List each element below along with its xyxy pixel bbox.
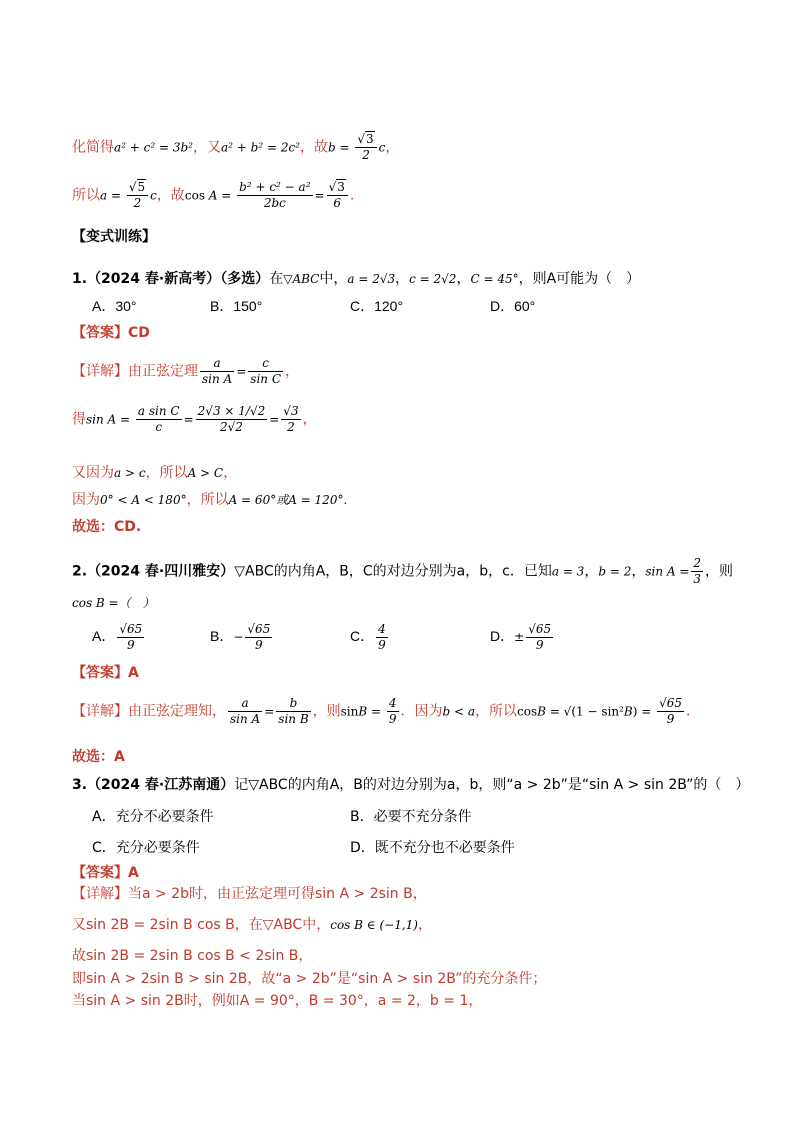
intro-text: 化简得 <box>72 139 114 156</box>
q2-stem-line-2: cos B =（ ） <box>72 596 155 610</box>
question-source: （2024 春·江苏南通） <box>87 777 235 793</box>
triangle-symbol: ▽ABC <box>283 272 320 286</box>
intro-line-1 <box>72 132 399 163</box>
q2-answer: 【答案】A <box>72 665 139 681</box>
detail-text: ， <box>417 917 432 933</box>
intro-text: 所以 <box>72 187 100 204</box>
equation: A = 60°或A = 120°. <box>228 493 348 507</box>
q1-detail-4 <box>72 489 347 509</box>
intro-text: . <box>349 187 355 204</box>
q1-option-c: C．120° <box>350 298 404 314</box>
stem-text: ， <box>395 271 410 287</box>
stem-text: 记▽ABC的内角A，B的对边分别为a，b，则“a > 2b”是“sin A > sin 2B”的（ ） <box>234 777 750 793</box>
detail-text: ，所以 <box>475 703 518 720</box>
q1-detail-2: 得sin A = $\frac{\text{a sin C}}{c}$ = $\frac{2√3 \times 1/√2}{2√2}$ = $\frac{√3}{2}$ ， <box>72 404 317 434</box>
stem-text: ▽ABC的内角A，B，C的对边分别为a，b，c．已知 <box>234 563 552 580</box>
fraction-sqrt3-over-2: $\frac{√3}{2}$ <box>355 132 376 163</box>
detail-text: 因为 <box>72 492 100 508</box>
detail-tag: 【详解】 <box>72 703 128 720</box>
equation: cos B ∈ (−1,1) <box>330 918 418 932</box>
intro-text: ， <box>385 139 400 156</box>
detail-tag: 【详解】 <box>72 363 128 380</box>
equation: a = <box>100 188 125 203</box>
option-label: D． <box>490 628 515 645</box>
stem-text: ，则 <box>705 563 734 580</box>
detail-text: ，所以 <box>145 465 188 481</box>
fraction-2-over-3: $\frac{2}{3}$ <box>693 556 702 586</box>
detail-text: 当a > 2b时，由正弦定理可得sin A > 2sin B， <box>128 886 427 902</box>
q3-stem <box>72 774 749 794</box>
q1-option-a: A．30° <box>92 298 137 314</box>
equation: cos A = <box>184 188 236 203</box>
q3-detail-5: 当sin A > sin 2B时，例如A = 90°，B = 30°，a = 2，b = 1， <box>72 993 483 1009</box>
detail-text: 又sin 2B = 2sin B cos B，在▽ABC中， <box>72 917 331 933</box>
detail-text: 得 <box>72 411 86 428</box>
fraction-asinC-over-c: $\frac{\text{a sin C}}{c}$ <box>137 404 180 434</box>
stem-text: 中， <box>319 271 348 287</box>
fraction-sqrt5-over-2: $\frac{√5}{2}$ <box>127 180 148 211</box>
question-number: 3. <box>72 777 88 793</box>
option-label: A． <box>92 628 116 645</box>
detail-text: 由正弦定理知， <box>128 703 226 720</box>
q2-choose: 故选：A <box>72 749 125 765</box>
question-number: 2. <box>72 563 88 580</box>
q1-answer: 【答案】CD <box>72 325 150 341</box>
q2-stem: 2.（2024 春·四川雅安）▽ABC的内角A，B，C的对边分别为a，b，c．已知a = 3，b = 2，sin A = $\frac{2}{3}$ ，则 <box>72 556 734 586</box>
q1-stem <box>72 268 640 288</box>
intro-text: ，又 <box>193 139 221 156</box>
condition: a = 2√3 <box>347 272 396 286</box>
fraction-sqrt3-over-6: $\frac{√3}{6}$ <box>327 180 348 211</box>
option-label: C． <box>350 628 375 645</box>
stem-text: 在 <box>269 271 284 287</box>
option-label: B． <box>210 628 234 645</box>
equation: a² + b² = 2c² <box>221 140 300 155</box>
fraction-c-over-sinC: $\frac{c}{\text{sin C}}$ <box>250 356 282 386</box>
q3-detail-2 <box>72 914 432 934</box>
detail-tag: 【详解】 <box>72 886 128 902</box>
intro-line-2: 所以a = $\frac{√5}{2}$ c，故cos A = $\frac{\text{b² + c² − a²}}{2bc}$ = $\frac{√3}{6}$ . <box>72 180 355 210</box>
intro-text: ，故 <box>156 187 185 204</box>
q1-option-d: D．60° <box>490 298 536 314</box>
q1-detail-3: 又因为a > c，所以A > C， <box>72 465 238 481</box>
equation: A > C <box>187 466 224 480</box>
q2-option-d: D．± $\frac{√65}{9}$ <box>490 622 552 652</box>
q3-detail-3: 故sin 2B = 2sin B cos B < 2sin B， <box>72 948 313 964</box>
detail-text: 由正弦定理 <box>128 363 198 380</box>
condition: c = 2√2 <box>409 272 457 286</box>
q1-option-b: B．150° <box>210 298 263 314</box>
equation: c <box>378 140 386 155</box>
q2-option-c: C． $\frac{4}{9}$ <box>350 622 386 652</box>
equation: 0° < A < 180° <box>100 493 187 507</box>
equation: a² + c² = 3b² <box>114 140 193 155</box>
q3-detail-4: 即sin A > 2sin B > sin 2B，故“a > 2b”是“sin A > sin 2B”的充分条件； <box>72 971 547 987</box>
detail-text: ．因为 <box>400 703 443 720</box>
q1-choose: 故选：CD. <box>72 519 142 535</box>
equation: c <box>150 188 157 203</box>
q3-option-c: C．充分必要条件 <box>92 840 200 856</box>
question-number: 1. <box>72 271 88 287</box>
stem-text: ， <box>456 271 471 287</box>
detail-text: ，则 <box>312 703 341 720</box>
condition: C = 45° <box>470 272 519 286</box>
q3-option-d: D．既不充分也不必要条件 <box>350 840 515 856</box>
q2-option-b: B．− $\frac{√65}{9}$ <box>210 622 271 652</box>
question-source: （2024 春·四川雅安） <box>87 563 235 580</box>
fraction-substitution: $\frac{2√3 \times 1/√2}{2√2}$ <box>197 404 266 434</box>
q1-detail-1: 【详解】由正弦定理 $\frac{a}{\text{sin A}}$ = $\frac{c}{\text{sin C}}$ ， <box>72 356 300 386</box>
stem-text: ，则A可能为（ ） <box>518 271 641 287</box>
section-title: 【变式训练】 <box>72 229 156 245</box>
q3-option-a: A．充分不必要条件 <box>92 809 214 825</box>
fraction-cosine-law: $\frac{\text{b² + c² − a²}}{2bc}$ <box>239 180 311 210</box>
fraction-sqrt3-over-2: $\frac{√3}{2}$ <box>283 404 299 434</box>
equation: a > c <box>114 466 146 480</box>
condition: b = 2 <box>598 564 632 579</box>
intro-text: ，故 <box>300 139 328 156</box>
condition: a = 3 <box>551 564 585 579</box>
q3-answer: 【答案】A <box>72 865 139 881</box>
q2-detail: 【详解】由正弦定理知， $\frac{a}{\text{sin A}}$ = $\frac{b}{\text{sin B}}$ ，则sinB = $\frac{4}{9}$ ．因为b < a，所以cosB = √(1 − sin²B) = $\frac{√65}{9}$ ． <box>72 696 700 726</box>
q3-option-b: B．必要不充分条件 <box>350 809 472 825</box>
q3-detail-1 <box>72 883 427 903</box>
q2-option-a: A． $\frac{√65}{9}$ <box>92 622 143 652</box>
fraction-a-over-sinA: $\frac{a}{\text{sin A}}$ <box>202 356 233 386</box>
condition: sin A = <box>645 564 690 579</box>
detail-text: 又因为 <box>72 465 114 481</box>
equation: b = <box>328 140 354 155</box>
detail-text: ，所以 <box>186 492 229 508</box>
equation: b < a <box>442 704 476 719</box>
question-source: （2024 春·新高考）（多选） <box>87 271 270 287</box>
